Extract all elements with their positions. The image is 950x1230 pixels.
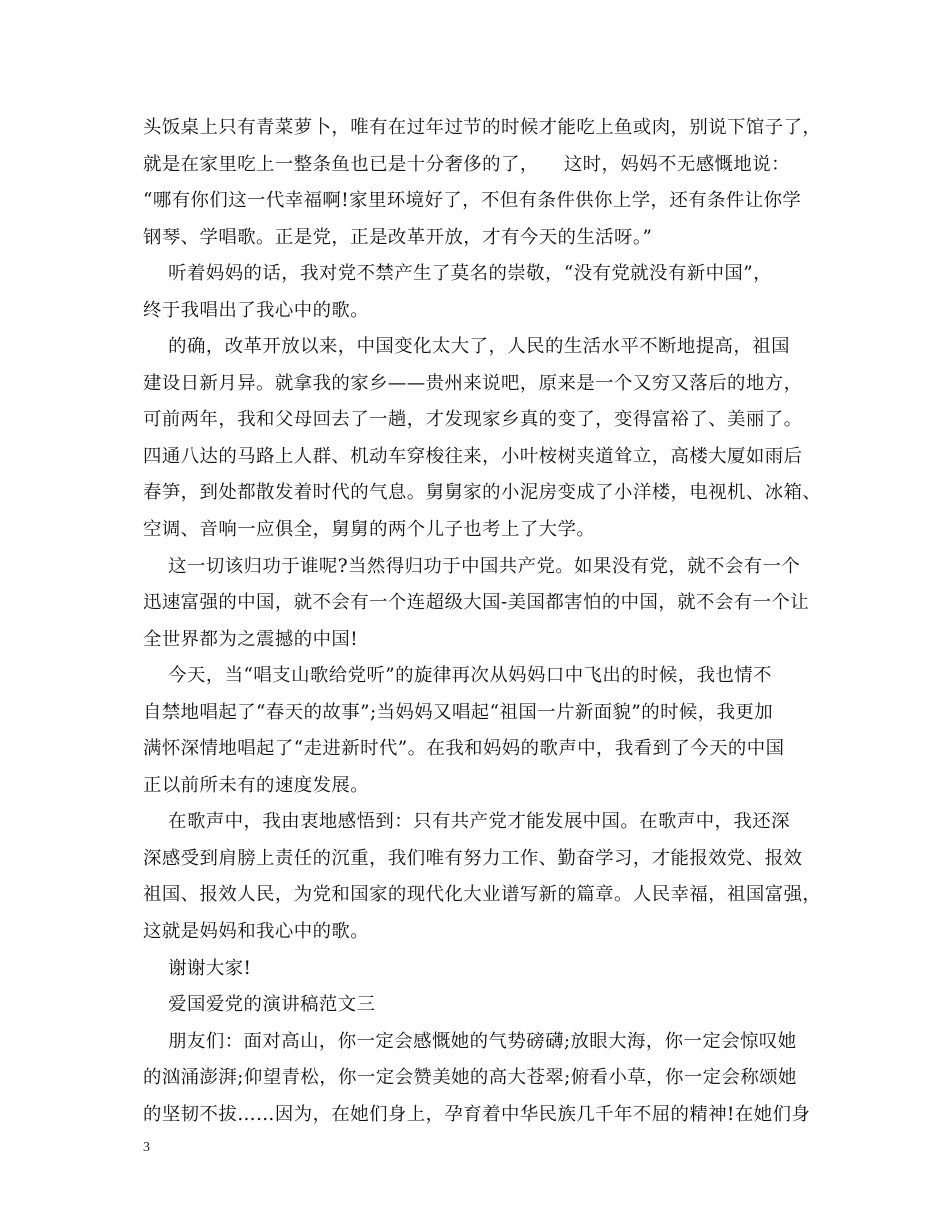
text-line: 终于我唱出了我心中的歌。: [143, 299, 370, 321]
text-line: 春笋，到处都散发着时代的气息。舅舅家的小泥房变成了小洋楼，电视机、冰箱、: [143, 482, 822, 504]
text-line: 今天，当“唱支山歌给党听”的旋律再次从妈妈口中飞出的时候，我也情不: [143, 665, 772, 687]
text-line: 迅速富强的中国，就不会有一个连超级大国-美国都害怕的中国，就不会有一个让: [143, 592, 810, 614]
text-line: 可前两年，我和父母回去了一趟，才发现家乡真的变了，变得富裕了、美丽了。: [143, 409, 803, 431]
text-line: “哪有你们这一代幸福啊!家里环境好了，不但有条件供你上学，还有条件让你学: [143, 190, 802, 212]
text-line: 空调、音响一应俱全，舅舅的两个儿子也考上了大学。: [143, 519, 596, 541]
text-line: 建设日新月异。就拿我的家乡——贵州来说吧，原来是一个又穷又落后的地方，: [143, 372, 803, 394]
text-line: 就是在家里吃上一整条鱼也已是十分奢侈的了， 这时，妈妈不无感慨地说：: [143, 153, 790, 175]
text-line: 钢琴、学唱歌。正是党，正是改革开放，才有今天的生活呀。”: [143, 226, 653, 248]
text-line: 这就是妈妈和我心中的歌。: [143, 921, 370, 943]
text-line: 在歌声中，我由衷地感悟到：只有共产党才能发展中国。在歌声中，我还深: [143, 811, 790, 833]
text-line: 的坚韧不拔……因为，在她们身上，孕育着中华民族几千年不屈的精神!在她们身: [143, 1103, 811, 1125]
text-line: 的确，改革开放以来，中国变化太大了，人民的生活水平不断地提高，祖国: [143, 336, 790, 358]
text-line: 头饭桌上只有青菜萝卜，唯有在过年过节的时候才能吃上鱼或肉，别说下馆子了，: [143, 117, 822, 138]
text-line: 这一切该归功于谁呢?当然得归功于中国共产党。如果没有党，就不会有一个: [143, 555, 801, 577]
text-line: 深感受到肩膀上责任的沉重，我们唯有努力工作、勤奋学习，才能报效党、报效: [143, 847, 803, 869]
text-line: 四通八达的马路上人群、机动车穿梭往来，小叶桉树夹道耸立，高楼大厦如雨后: [143, 445, 803, 467]
text-line: 谢谢大家!: [143, 957, 252, 979]
page-number: 3: [143, 1140, 150, 1155]
text-line: 自禁地唱起了“春天的故事”;当妈妈又唱起“祖国一片新面貌”的时候，我更加: [143, 701, 774, 723]
text-line: 祖国、报效人民，为党和国家的现代化大业谱写新的篇章。人民幸福，祖国富强，: [143, 884, 822, 906]
text-line: 正以前所未有的速度发展。: [143, 774, 370, 796]
text-line: 听着妈妈的话，我对党不禁产生了莫名的崇敬，“没有党就没有新中国”，: [143, 263, 772, 285]
text-line: 满怀深情地唱起了“走进新时代”。在我和妈妈的歌声中，我看到了今天的中国: [143, 738, 785, 760]
text-line: 朋友们：面对高山，你一定会感慨她的气势磅礴;放眼大海，你一定会惊叹她: [143, 1030, 797, 1052]
text-line: 的汹涌澎湃;仰望青松，你一定会赞美她的高大苍翠;俯看小草，你一定会称颂她: [143, 1067, 797, 1089]
body-text: [143, 110, 823, 1133]
text-line: 全世界都为之震撼的中国!: [143, 628, 359, 650]
text-line: 爱国爱党的演讲稿范文三: [143, 994, 376, 1016]
